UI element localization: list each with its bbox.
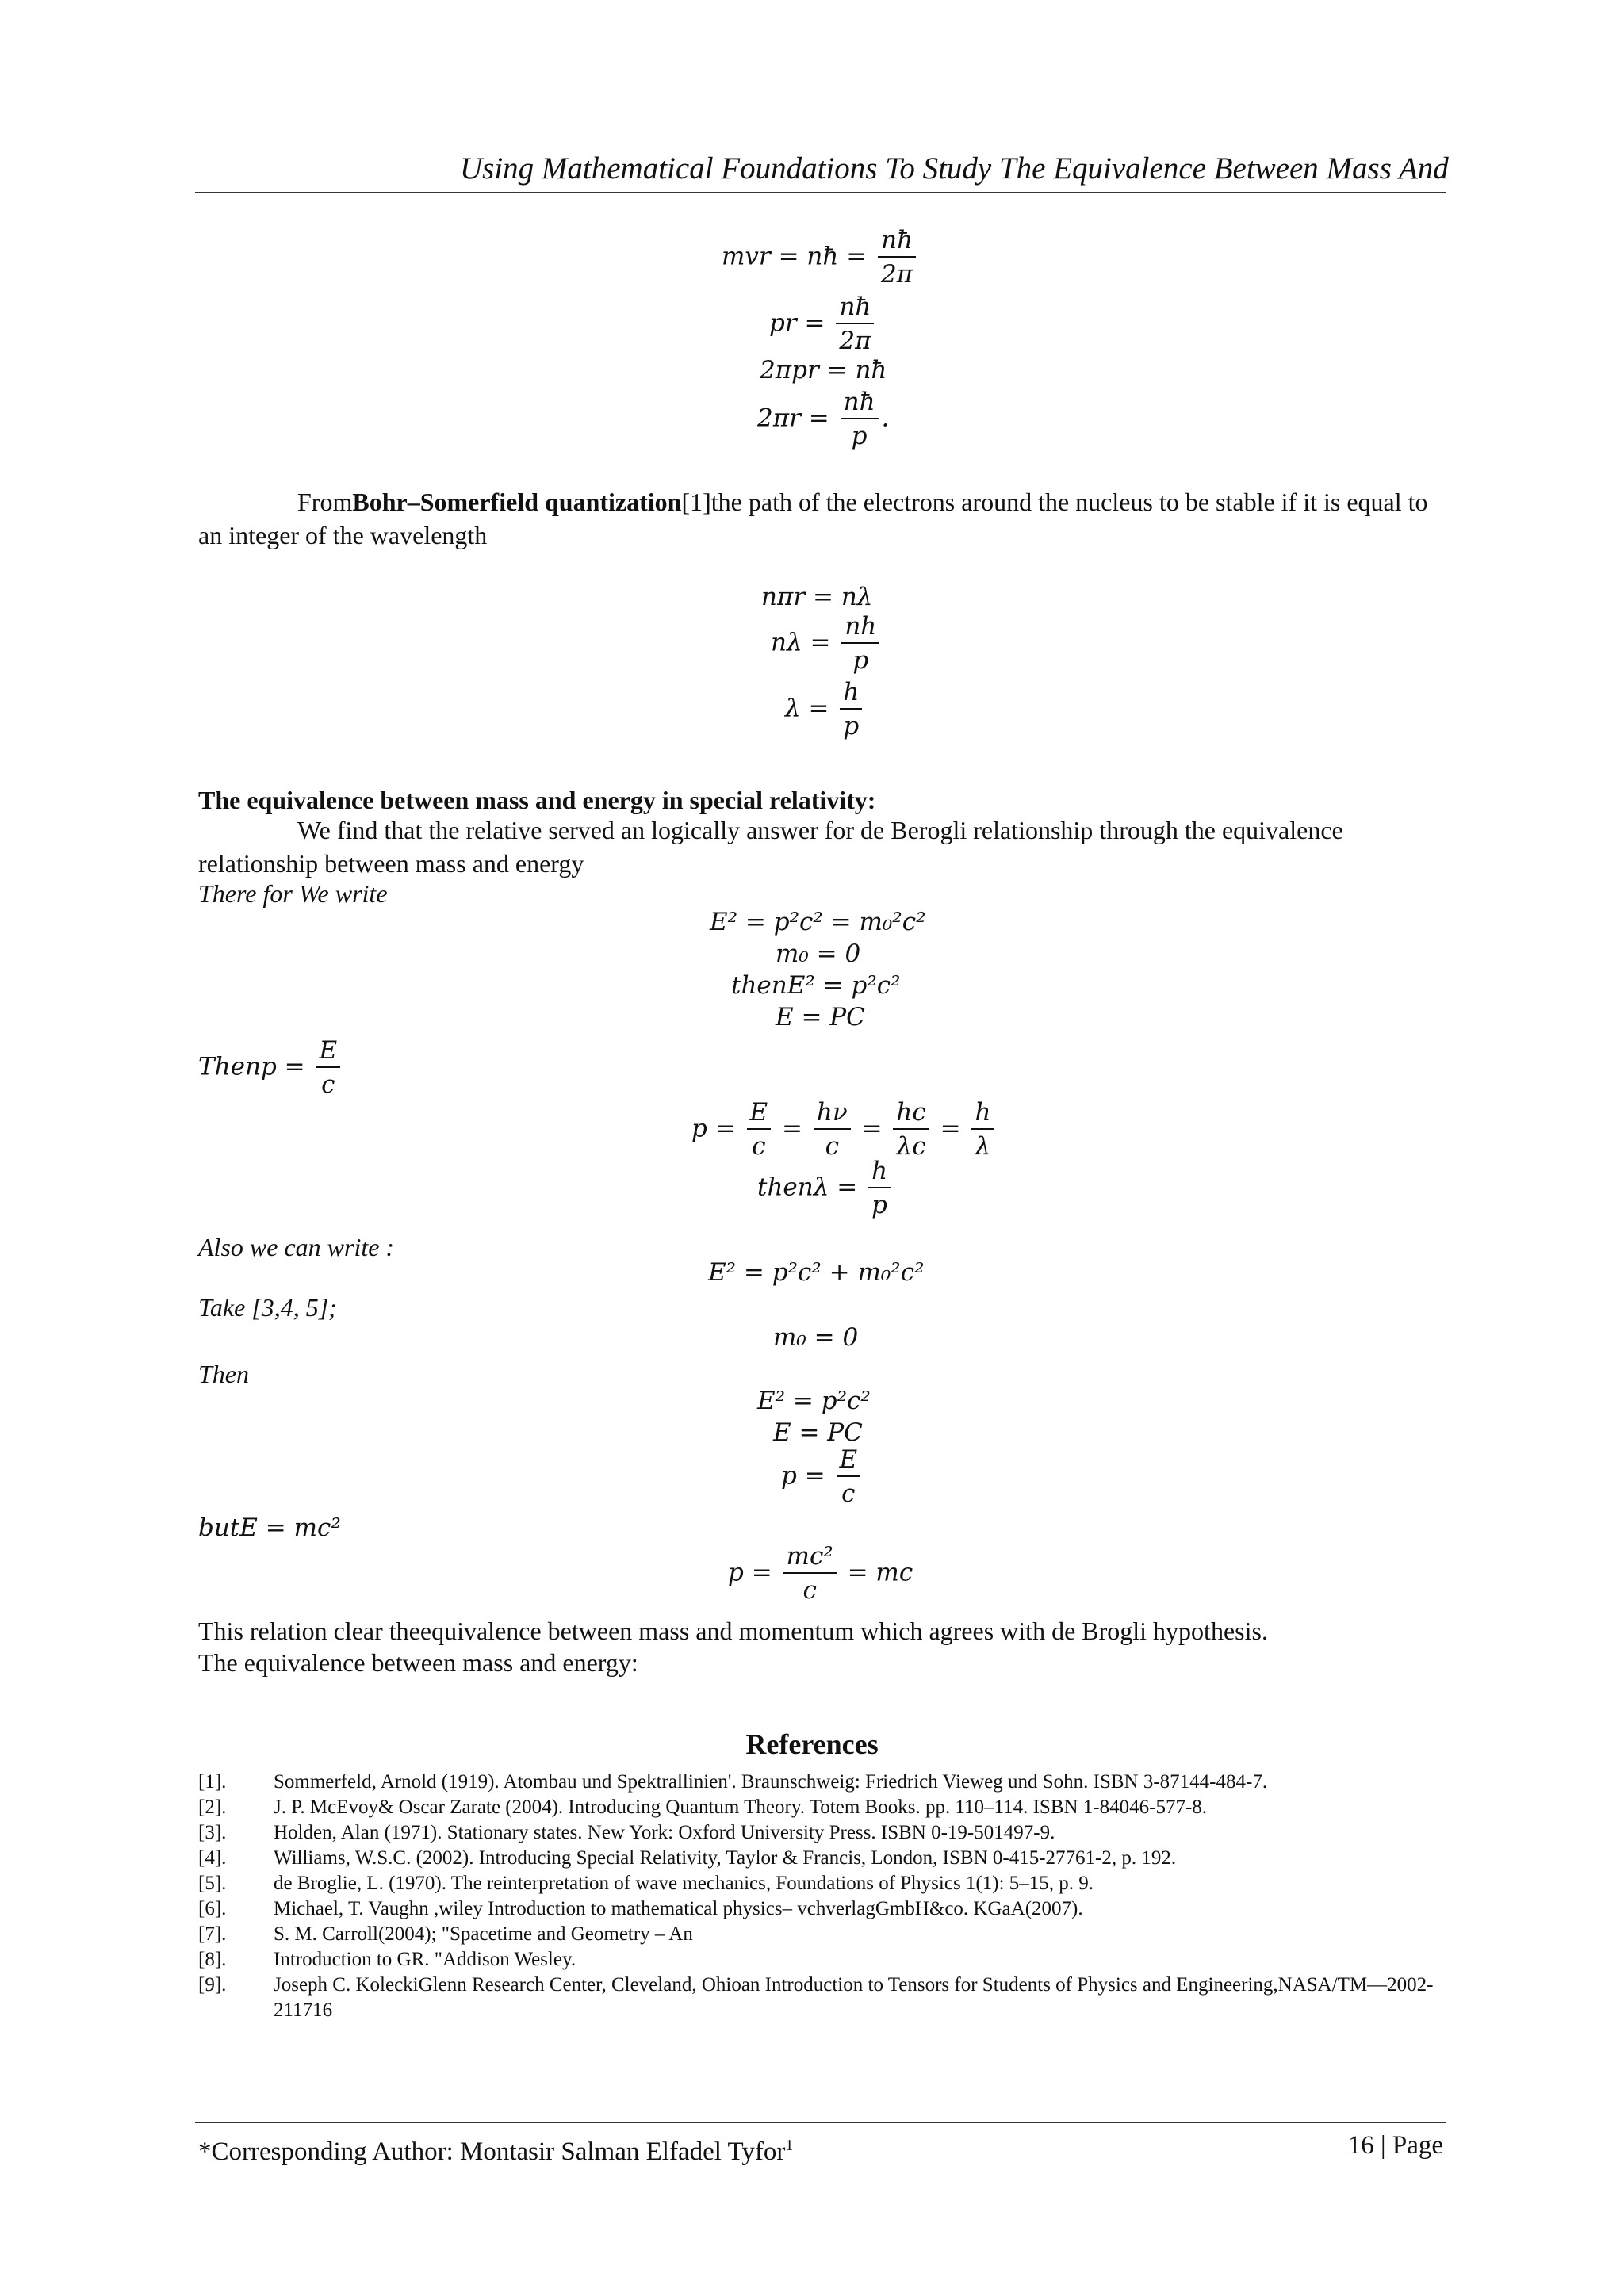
footer-page-number: 16 | Page	[1347, 2131, 1443, 2160]
fraction-numerator: hν	[816, 1098, 848, 1127]
reference-number: [2].	[198, 1797, 227, 1818]
fraction	[841, 390, 879, 449]
equation-momentum-chain	[691, 1100, 997, 1159]
label-then: Then	[198, 1360, 249, 1388]
equals-sign: =	[782, 1114, 803, 1143]
footer-author	[198, 2130, 793, 2168]
equation-npir: nπr = nλ	[761, 583, 873, 611]
fraction	[747, 1100, 772, 1159]
equation-p-e-over-c	[781, 1445, 864, 1508]
references-title: References	[745, 1728, 879, 1760]
reference-text: Introduction to GR. "Addison Wesley.	[274, 1949, 576, 1970]
fraction-numerator: E	[749, 1098, 768, 1127]
equation-e2-p2c2: E² = p²c²	[757, 1387, 871, 1415]
reference-number: [4].	[198, 1847, 227, 1869]
fraction	[868, 1159, 891, 1218]
reference-item	[198, 1820, 1435, 1846]
fraction	[316, 1036, 341, 1099]
fraction-denominator: 2π	[836, 323, 874, 354]
equation-then-lambda	[757, 1159, 894, 1218]
footer-author-superscript: 1	[785, 2137, 794, 2154]
equation-m0-zero-2: m₀ = 0	[773, 1323, 859, 1352]
reference-number: [9].	[198, 1974, 227, 1996]
fraction-numerator: h	[843, 678, 860, 706]
fraction-numerator: nħ	[881, 226, 914, 254]
reference-item	[198, 1947, 1435, 1973]
equation-lhs: nλ =	[771, 628, 831, 657]
reference-item	[198, 1896, 1435, 1922]
equals-sign: =	[861, 1114, 883, 1143]
fraction-numerator: h	[975, 1098, 991, 1127]
fraction	[783, 1544, 837, 1603]
reference-text: de Broglie, L. (1970). The reinterpretation of wave mechanics, Foundations of Physics 1(1): 5–15, p. 9.	[274, 1873, 1094, 1894]
reference-text: Michael, T. Vaughn ,wiley Introduction to mathematical physics– vchverlagGmbH&co. KGaA(2007).	[274, 1898, 1083, 1919]
paragraph-bohr-sommerfeld	[198, 485, 1446, 552]
fraction	[878, 228, 916, 287]
fraction-numerator: h	[871, 1157, 888, 1185]
header-divider	[195, 192, 1446, 193]
reference-item	[198, 1846, 1435, 1871]
reference-number: [5].	[198, 1873, 227, 1894]
equation-lhs: Thenp =	[198, 1052, 305, 1081]
fraction-denominator: λ	[971, 1128, 994, 1159]
section-heading: The equivalence between mass and energy in special relativity:	[198, 786, 876, 814]
reference-number: [8].	[198, 1949, 227, 1970]
reference-item	[198, 1922, 1435, 1947]
paragraph-rest: [1]the path of the electrons around the nucleus to be stable if it is equal to an integer of the wavelength	[198, 488, 1428, 549]
reference-number: [7].	[198, 1923, 227, 1945]
label-take: Take [3,4, 5];	[198, 1293, 337, 1322]
equation-lhs: p =	[691, 1114, 736, 1143]
reference-number: [6].	[198, 1898, 227, 1919]
equation-lhs: thenλ =	[757, 1173, 858, 1202]
fraction-numerator: nħ	[839, 293, 871, 321]
equation-e-pc-2: E = PC	[773, 1418, 863, 1447]
fraction	[971, 1100, 994, 1159]
fraction-denominator: 2π	[878, 256, 916, 287]
equation-nlambda	[771, 614, 883, 673]
equation-energy-momentum: E² = p²c² = m₀²c²	[710, 908, 926, 936]
reference-item	[198, 1973, 1435, 2023]
equation-lambda	[785, 680, 865, 739]
equation-lhs: pr =	[769, 308, 825, 338]
reference-number: [3].	[198, 1822, 227, 1843]
equation-thenp	[198, 1036, 343, 1099]
reference-text: J. P. McEvoy& Oscar Zarate (2004). Introducing Quantum Theory. Totem Books. pp. 110–114. ISBN 1-84046-577-8.	[274, 1797, 1208, 1818]
fraction-numerator: nħ	[843, 388, 875, 416]
fraction-denominator: c	[316, 1066, 341, 1097]
fraction	[840, 680, 862, 739]
fraction-denominator: p	[868, 1187, 891, 1218]
footer-author-text: *Corresponding Author: Montasir Salman Elfadel Tyfor	[198, 2137, 786, 2166]
equation-tail: .	[881, 404, 890, 433]
fraction-numerator: nh	[845, 612, 877, 641]
equation-but-e-mc2: butE = mc²	[198, 1513, 341, 1542]
running-header: Using Mathematical Foundations To Study The Equivalence Between Mass And	[460, 151, 1449, 186]
fraction	[841, 614, 879, 673]
equation-lhs: λ =	[785, 694, 829, 723]
reference-item	[198, 1795, 1435, 1820]
reference-text: Williams, W.S.C. (2002). Introducing Special Relativity, Taylor & Francis, London, ISBN 0-415-27761-2, p. 192.	[274, 1847, 1177, 1869]
fraction-denominator: c	[814, 1128, 851, 1159]
equation-tail: = mc	[847, 1558, 914, 1587]
fraction	[836, 295, 874, 354]
fraction-denominator: λc	[893, 1128, 929, 1159]
equation-m0-zero: m₀ = 0	[776, 939, 861, 968]
closing-line-1: This relation clear theequivalence between mass and momentum which agrees with de Brogli hypothesis.	[198, 1617, 1268, 1645]
equation-2pipr: 2πpr = nħ	[760, 356, 887, 385]
equation-energy-momentum-full: E² = p²c² + m₀²c²	[708, 1258, 925, 1287]
fraction-numerator: hc	[896, 1098, 926, 1127]
fraction-numerator: mc²	[786, 1542, 833, 1571]
reference-item	[198, 1770, 1435, 1795]
fraction	[837, 1445, 861, 1508]
fraction-denominator: p	[840, 708, 862, 739]
reference-item	[198, 1871, 1435, 1896]
equals-sign: =	[940, 1114, 961, 1143]
section-body: We find that the relative served an logically answer for de Berogli relationship through the equivalence relationship between mass and energy	[198, 816, 1343, 878]
reference-text: Sommerfeld, Arnold (1919). Atombau und Spektrallinien'. Braunschweig: Friedrich Vieweg und Sohn. ISBN 3-87144-484-7.	[274, 1771, 1268, 1793]
equation-lhs: p =	[781, 1461, 825, 1490]
fraction-numerator: E	[839, 1445, 858, 1474]
fraction-denominator: p	[841, 642, 879, 673]
label-also-write: Also we can write :	[198, 1233, 395, 1261]
reference-number: [1].	[198, 1771, 227, 1793]
fraction-numerator: E	[319, 1036, 338, 1065]
equation-lhs: p =	[728, 1558, 772, 1587]
reference-text: S. M. Carroll(2004); "Spacetime and Geometry – An	[274, 1923, 693, 1945]
closing-line-2: The equivalence between mass and energy:	[198, 1648, 638, 1677]
fraction	[893, 1100, 929, 1159]
label-there-for: There for We write	[198, 879, 388, 908]
equation-p-mc	[728, 1544, 913, 1603]
fraction	[814, 1100, 851, 1159]
fraction-denominator: c	[837, 1475, 861, 1506]
fraction-denominator: p	[841, 418, 879, 449]
equation-then-e2: thenE² = p²c²	[731, 971, 901, 1000]
equation-2pir	[757, 390, 889, 449]
equation-e-pc: E = PC	[776, 1003, 865, 1031]
equation-lhs: mvr = nħ =	[722, 242, 868, 271]
bold-term: Bohr–Somerfield quantization	[352, 488, 682, 516]
fraction-denominator: c	[747, 1128, 772, 1159]
footer-divider	[195, 2122, 1446, 2123]
reference-text: Holden, Alan (1971). Stationary states. New York: Oxford University Press. ISBN 0-19-501497-9.	[274, 1822, 1055, 1843]
reference-text: Joseph C. KoleckiGlenn Research Center, Cleveland, Ohioan Introduction to Tensors for Students of Physics and Engineering,NASA/TM—2002-211716	[274, 1974, 1434, 2021]
equation-mvr	[722, 228, 919, 287]
paragraph-prefix: From	[297, 488, 353, 516]
equation-pr	[769, 295, 877, 354]
fraction-denominator: c	[783, 1572, 837, 1603]
equation-lhs: 2πr =	[757, 404, 829, 433]
